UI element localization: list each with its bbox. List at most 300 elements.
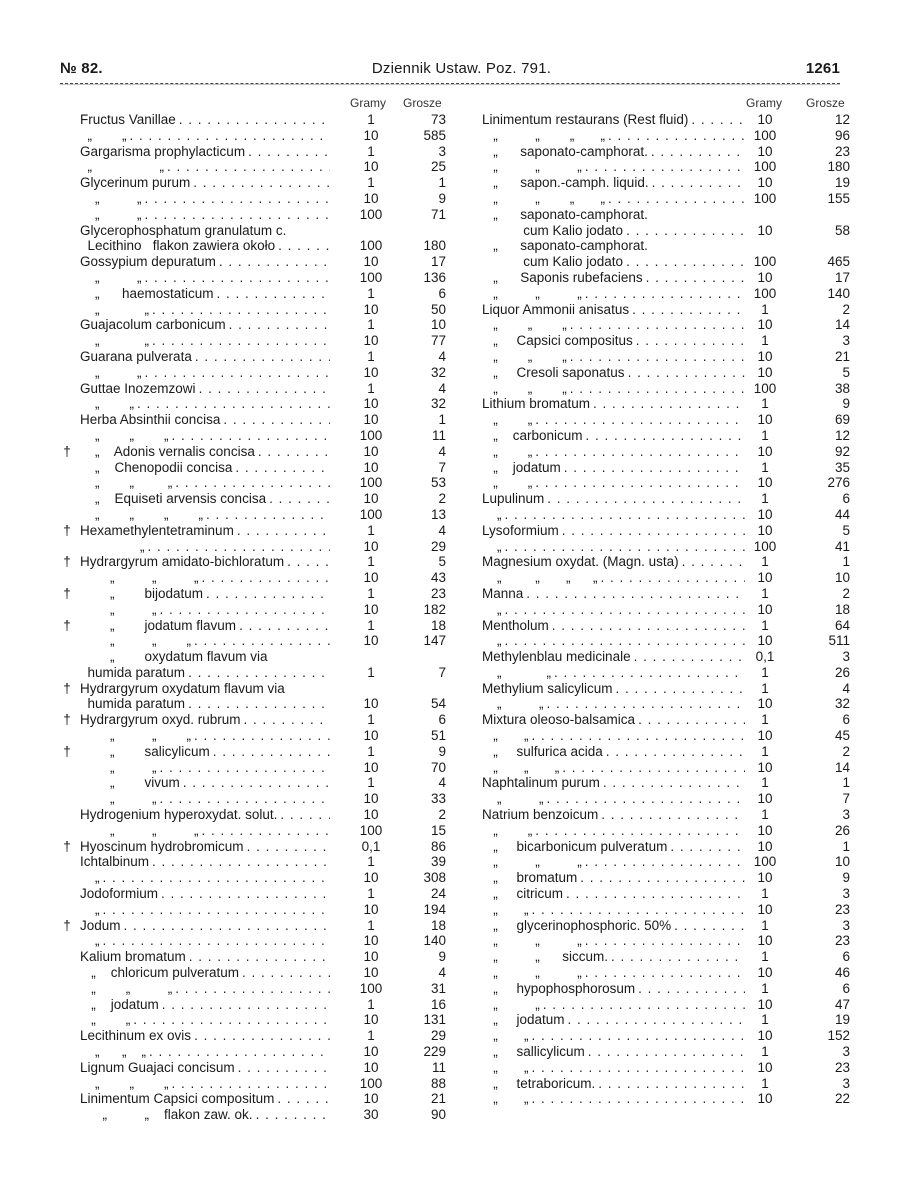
item-name-text: „ haemostaticum [80,285,214,301]
item-name [482,1091,745,1107]
item-name [482,507,745,523]
price-value: 9 [842,870,850,886]
price-value: 140 [423,933,446,949]
dot-leader [682,554,745,570]
price-header: Grosze [403,96,442,110]
price-value: 86 [430,838,446,854]
grams-value: 1 [761,775,769,791]
item-name [80,223,330,239]
table-row [60,760,460,776]
grams-value: 100 [753,190,777,206]
grams-value: 1 [367,585,375,601]
dot-leader [562,523,745,539]
table-row [60,238,460,254]
table-row [470,365,855,381]
dot-leader [239,618,330,634]
price-value: 96 [834,127,850,143]
issue-number: № 82. [60,60,103,77]
item-name-text: „ „ [482,475,533,491]
dot-leader [133,1012,330,1028]
grams-value: 10 [363,633,379,649]
price-value: 14 [834,759,850,775]
price-value: 90 [430,1107,446,1123]
item-name-text: Hydrargyrum oxyd. rubrum [80,712,241,728]
item-name [80,491,330,507]
item-name-text: „ sallicylicum [482,1044,585,1060]
table-row [470,823,855,839]
item-name [482,1028,745,1044]
item-name [80,712,330,728]
item-name [482,317,745,333]
item-name [80,128,330,144]
item-name-text: Lysoformium [482,522,559,538]
dot-leader [175,475,330,491]
dot-leader [206,507,330,523]
dot-leader [195,349,330,365]
price-value: 45 [834,728,850,744]
item-name [482,365,745,381]
dot-leader [287,554,330,570]
grams-value: 100 [753,380,777,396]
item-name [80,144,330,160]
price-value: 2 [438,807,446,823]
price-value: 13 [430,506,446,522]
grams-value: 1 [367,854,375,870]
dot-leader [137,396,330,412]
grams-value: 10 [757,791,773,807]
item-name-text: „ „ „ „ [482,570,598,586]
price-value: 73 [430,112,446,127]
dot-leader [183,775,330,791]
dot-leader [247,839,330,855]
table-row [470,854,855,870]
price-value: 6 [438,712,446,728]
item-name-text: „ saponato-camphorat. [482,206,648,222]
table-row [60,712,460,728]
grams-value: 1 [761,917,769,933]
dot-leader [229,317,330,333]
dot-leader [161,886,330,902]
table-row [470,696,855,712]
price-value: 23 [834,1059,850,1075]
price-value: 9 [438,743,446,759]
item-name-text: „ [482,538,502,554]
item-name-text: „ „ „ [482,348,567,364]
table-row [60,665,460,681]
table-row [60,144,460,160]
item-name-text: „ „ [482,901,529,917]
dot-leader [585,286,745,302]
grams-value: 1 [367,522,375,538]
price-value: 585 [423,127,446,143]
item-name-text: „ Capsici compositus [482,333,633,349]
item-name [80,886,330,902]
item-name-text: „ „ „ [482,317,567,333]
dot-leader [160,602,330,618]
item-name [80,807,330,823]
item-name-text: „ „ [80,1012,131,1028]
grams-value: 10 [757,633,773,649]
item-name-text: Lupulinum [482,491,545,507]
item-name [482,238,745,254]
item-name-text: „ Chenopodii concisa [80,459,233,475]
item-name [80,870,330,886]
dot-leader [535,444,745,460]
price-value: 21 [430,1091,446,1107]
item-name [80,965,330,981]
grams-value: 10 [757,570,773,586]
item-name-text: „ jodatum [482,1012,565,1028]
price-value: 3 [842,1075,850,1091]
price-value: 1 [842,554,850,570]
price-value: 4 [842,680,850,696]
item-name-text: „ „ „ „ [80,506,204,522]
item-name [80,507,330,523]
item-name [482,428,745,444]
item-name [80,775,330,791]
table-row [470,302,855,318]
grams-value: 1 [761,807,769,823]
table-row [60,507,460,523]
dot-leader [172,1076,330,1092]
item-name-text: „ „ [80,759,157,775]
item-name [80,1107,330,1123]
item-name [482,965,745,981]
item-name-text: „ „ [482,996,540,1012]
item-name [80,633,330,649]
grams-value: 1 [367,285,375,301]
grams-value: 1 [761,427,769,443]
dot-leader [189,949,330,965]
item-name-text: Guarana pulverata [80,348,192,364]
table-row [60,428,460,444]
item-name [482,191,745,207]
price-value: 29 [430,1028,446,1044]
table-row [470,412,855,428]
item-name-text: „ „ [482,443,533,459]
dot-leader [562,760,745,776]
table-row [60,349,460,365]
grams-value: 1 [367,917,375,933]
item-name [482,1060,745,1076]
grams-value: 1 [761,664,769,680]
price-value: 7 [438,459,446,475]
dot-leader [606,744,745,760]
item-name-text: „ bicarbonicum pulveratum [482,838,668,854]
item-name-text: Linimentum restaurans (Rest fluid) [482,112,689,127]
item-name [80,302,330,318]
grams-value: 1 [761,1075,769,1091]
item-name [80,823,330,839]
dot-leader [638,981,745,997]
grams-value: 10 [363,127,379,143]
dot-leader [193,175,330,191]
table-row [60,981,460,997]
grams-value: 10 [363,807,379,823]
item-name-text: Jodoformium [80,886,159,902]
grams-value: 10 [363,759,379,775]
dot-leader [202,823,330,839]
grams-value: 10 [757,222,773,238]
grams-value: 10 [363,901,379,917]
item-name [482,349,745,365]
table-row [470,207,855,223]
table-row [470,744,855,760]
grams-value: 10 [757,143,773,159]
dot-leader [258,444,330,460]
table-row [60,839,460,855]
price-value: 229 [423,1044,446,1060]
grams-value: 10 [363,412,379,428]
table-row [60,618,460,634]
dot-leader [568,1012,745,1028]
right-rows [470,112,855,1107]
price-value: 2 [842,301,850,317]
price-value: 32 [430,396,446,412]
item-name-text: Linimentum Capsici compositum [80,1091,275,1107]
grams-value: 10 [363,570,379,586]
item-name [80,1028,330,1044]
table-row [470,681,855,697]
dagger-mark: † [63,554,71,570]
price-value: 4 [438,775,446,791]
price-value: 155 [827,190,850,206]
table-row [470,602,855,618]
grams-value: 10 [363,190,379,206]
price-value: 1 [842,775,850,791]
dot-leader [585,854,745,870]
dot-leader [580,870,745,886]
grams-value: 100 [359,206,383,222]
grams-value: 10 [363,491,379,507]
table-row [470,586,855,602]
item-name-text: Glycerinum purum [80,175,191,191]
grams-value: 10 [757,317,773,333]
item-name-text: „ „ [80,601,157,617]
item-name-text: „ vivum [80,775,180,791]
dot-leader [206,586,330,602]
price-value: 41 [834,538,850,554]
grams-value: 10 [757,601,773,617]
dot-leader [175,981,330,997]
grams-value: 1 [367,143,375,159]
grams-value: 10 [363,254,379,270]
price-value: 35 [834,459,850,475]
dot-leader [532,1091,746,1107]
price-value: 69 [834,412,850,428]
grams-value: 10 [363,459,379,475]
grams-value: 10 [757,1059,773,1075]
item-name-text: „ „ „ [482,933,582,949]
grams-value: 10 [757,475,773,491]
item-name [482,144,745,160]
grams-value: 10 [363,1059,379,1075]
table-row [60,333,460,349]
table-row [470,128,855,144]
table-row [60,191,460,207]
table-row [60,381,460,397]
item-name-text: „ „ flakon zaw. ok. [80,1107,253,1123]
table-row [470,807,855,823]
price-value: 18 [430,617,446,633]
item-name-text: „ saponato-camphorat. [482,143,648,159]
price-value: 23 [834,901,850,917]
item-name-text: „ [482,601,502,617]
dot-leader [646,270,745,286]
grams-value: 1 [367,175,375,191]
grams-value: 10 [757,1028,773,1044]
item-name-text: „ sulfurica acida [482,743,603,759]
item-name [80,270,330,286]
table-row [60,475,460,491]
item-name-text: „ „ „ [482,854,582,870]
table-row [60,270,460,286]
item-name [482,333,745,349]
table-row [470,665,855,681]
item-name-text: Gargarisma prophylacticum [80,143,246,159]
table-row [470,396,855,412]
grams-value: 10 [363,933,379,949]
grams-value: 10 [757,412,773,428]
table-row [60,460,460,476]
item-name-text: „ „ [80,206,142,222]
item-name-text: „ Cresoli saponatus [482,364,625,380]
item-name [482,302,745,318]
table-row [470,554,855,570]
item-name [80,523,330,539]
item-name-text: „ [80,538,145,554]
item-name [482,602,745,618]
grams-value: 1 [761,301,769,317]
grams-value: 1 [761,886,769,902]
dot-leader [552,618,745,634]
grams-value: 10 [363,728,379,744]
item-name [80,317,330,333]
table-row [470,317,855,333]
price-value: 19 [834,175,850,191]
price-value: 180 [423,238,446,254]
price-value: 70 [430,759,446,775]
item-name-text: „ „ „ [482,159,582,175]
item-name-text: „ „ „ „ [482,190,606,206]
item-name-text: Mixtura oleoso-balsamica [482,712,636,728]
price-value: 44 [834,506,850,522]
item-name [482,633,745,649]
price-value: 33 [430,791,446,807]
table-row [60,933,460,949]
grams-value: 1 [367,775,375,791]
price-value: 6 [842,712,850,728]
dot-leader [160,791,330,807]
price-value: 88 [430,1075,446,1091]
dot-leader [505,539,746,555]
grams-header: Gramy [350,96,386,110]
item-name [80,554,330,570]
right-price-table [470,96,855,1107]
table-row [60,696,460,712]
item-name [482,491,745,507]
grams-value: 10 [757,269,773,285]
item-name-text: „ tetraboricum. [482,1075,596,1091]
grams-value: 10 [363,696,379,712]
dot-leader [277,1091,330,1107]
price-value: 182 [423,601,446,617]
item-name [482,649,745,665]
price-value: 9 [438,949,446,965]
table-row [470,649,855,665]
dot-leader [626,223,745,239]
grams-value: 10 [363,1012,379,1028]
price-value: 194 [423,901,446,917]
item-name [482,712,745,728]
item-name [80,238,330,254]
table-row [60,997,460,1013]
dot-leader [608,128,745,144]
item-name-text: Hydrargyrum amidato-bichloratum [80,554,285,570]
grams-value: 10 [363,965,379,981]
table-row [470,270,855,286]
item-name-text: „ „ „ [482,759,560,775]
dot-leader [145,365,330,381]
price-value: 1 [438,175,446,191]
item-name-text: „ „ [482,1028,529,1044]
price-value: 465 [827,254,850,270]
dot-leader [634,649,745,665]
item-name-text: „ „ „ [482,965,582,981]
table-row [60,302,460,318]
table-row [60,412,460,428]
left-price-table [60,96,460,1123]
table-row [60,807,460,823]
item-name [80,949,330,965]
item-name [482,128,745,144]
item-name [482,207,745,223]
item-name-text: „ „ [80,791,157,807]
item-name-text: Jodum [80,917,121,933]
item-name [80,933,330,949]
grams-value: 0,1 [755,649,775,665]
price-value: 3 [842,1044,850,1060]
dot-leader [202,570,330,586]
item-name [80,696,330,712]
table-row [60,491,460,507]
dot-leader [237,523,330,539]
grams-value: 10 [757,838,773,854]
item-name [80,649,330,665]
item-name [482,744,745,760]
item-name-text: „ „ [482,412,533,428]
item-name [482,1076,745,1092]
table-row [470,886,855,902]
item-name-text: Guttae Inozemzowi [80,380,196,396]
price-value: 511 [828,633,850,649]
dot-leader [179,112,330,128]
table-row [60,254,460,270]
item-name [482,523,745,539]
table-row [470,1012,855,1028]
item-name [482,807,745,823]
price-value: 14 [834,317,850,333]
dot-leader [194,728,330,744]
item-name [80,854,330,870]
price-value: 11 [431,1059,446,1075]
grams-value: 1 [367,743,375,759]
grams-value: 10 [363,301,379,317]
item-name [482,728,745,744]
item-name [80,428,330,444]
item-name [482,396,745,412]
price-value: 6 [842,980,850,996]
